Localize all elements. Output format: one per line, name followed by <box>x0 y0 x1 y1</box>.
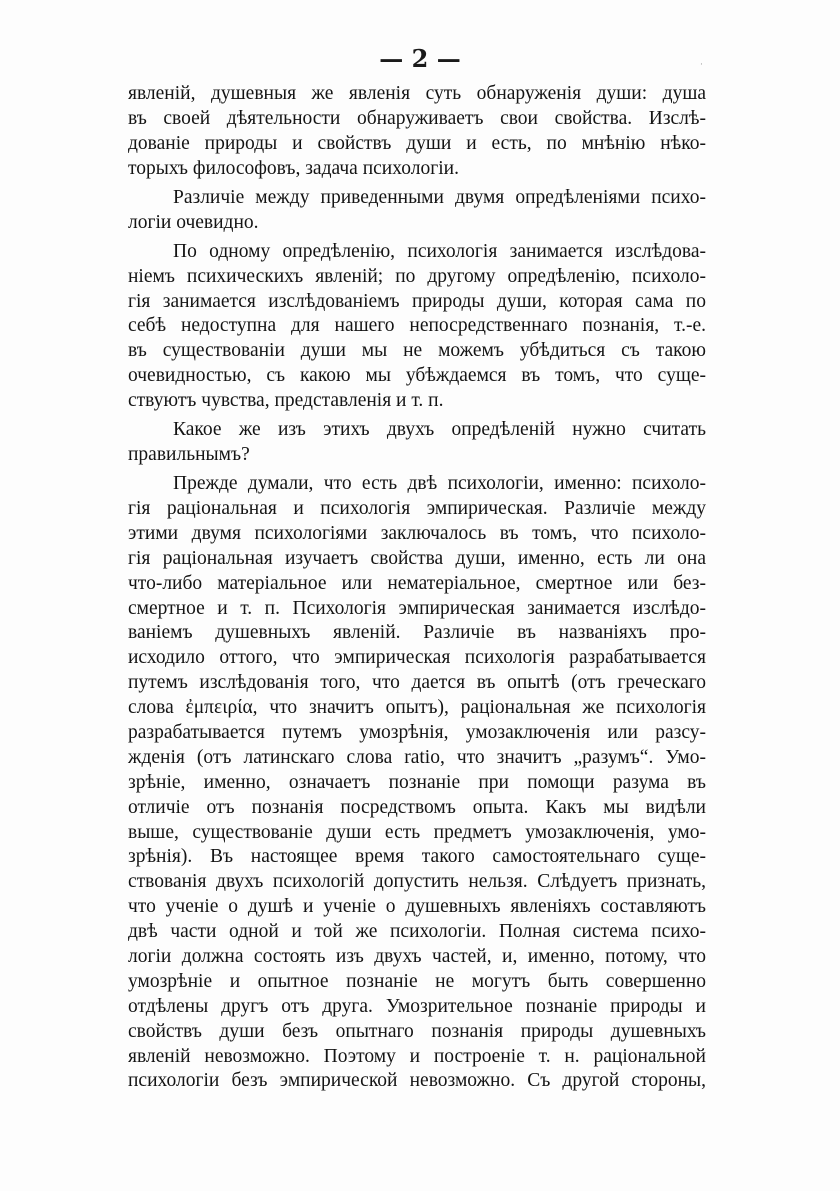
text-line: двѣ части одной и той же психологіи. Полная система психо- <box>128 921 706 943</box>
text-line: умозрѣніе и опытное познаніе не могутъ быть совершенно <box>128 970 706 992</box>
text-line: психологіи безъ эмпирической невозможно. Съ другой стороны, <box>128 1070 706 1092</box>
paragraph <box>128 240 706 414</box>
text-line: ствуютъ чувства, представленія и т. п. <box>128 390 444 412</box>
text-line: зрѣнія). Въ настоящее время такого самостоятельнаго суще- <box>128 846 706 868</box>
page-number: — 2 — <box>379 44 461 73</box>
text-line: ніемъ психическихъ явленій; по другому опредѣленію, психоло- <box>128 265 706 287</box>
text-line: исходило оттого, что эмпирическая психологія разрабатывается <box>128 647 706 669</box>
body-text <box>128 82 706 1094</box>
text-line: Различіе между приведенными двумя опредѣленіями психо- <box>173 186 706 208</box>
text-line: торыхъ философовъ, задача психологіи. <box>128 157 459 179</box>
text-line: Какое же изъ этихъ двухъ опредѣленій нужно считать <box>173 419 706 441</box>
text-line: выше, существованіе души есть предметъ умозаключенія, умо- <box>128 821 706 843</box>
text-line: что-либо матеріальное или нематеріальное, смертное или без- <box>128 572 706 594</box>
text-line: путемъ изслѣдованія того, что дается въ опытѣ (отъ греческаго <box>128 672 706 694</box>
text-line: жденія (отъ латинскаго слова ratio, что значитъ „разумъ“. Умо- <box>128 746 706 768</box>
text-line: логіи очевидно. <box>128 211 259 233</box>
text-line: гія раціональная и психологія эмпирическая. Различіе между <box>128 498 706 519</box>
text-line: гія раціональная изучаетъ свойства души, именно, есть ли она <box>128 547 706 569</box>
text-line: правильнымъ? <box>128 444 250 466</box>
text-line: явленій, душевныя же явленія суть обнаруженія души: душа <box>128 83 706 104</box>
text-line: въ существованіи души мы не можемъ убѣдиться съ такою <box>128 340 706 362</box>
text-line: ствованія двухъ психологій допустить нельзя. Слѣдуетъ признать, <box>128 871 706 893</box>
text-line: отличіе отъ познанія посредствомъ опыта. Какъ мы видѣли <box>128 796 706 818</box>
text-line: зрѣніе, именно, означаетъ познаніе при помощи разума въ <box>128 771 706 793</box>
text-line: По одному опредѣленію, психологія занимается изслѣдова- <box>173 240 706 262</box>
text-line: ваніемъ душевныхъ явленій. Различіе въ названіяхъ про- <box>128 622 706 644</box>
text-line: себѣ недоступна для нашего непосредственнаго познанія, т.-е. <box>128 315 706 337</box>
text-line: разрабатывается путемъ умозрѣнія, умозаключенія или разсу- <box>128 722 706 744</box>
text-line: Прежде думали, что есть двѣ психологіи, именно: психоло- <box>173 473 706 495</box>
text-line: отдѣлены другъ отъ друга. Умозрительное познаніе природы и <box>128 995 706 1017</box>
text-line: логіи должна состоять изъ двухъ частей, и, именно, потому, что <box>128 946 706 968</box>
paragraph <box>128 186 706 236</box>
paragraph <box>128 82 706 182</box>
text-line: явленій невозможно. Поэтому и построеніе т. н. раціональной <box>128 1045 706 1067</box>
stray-mark: · <box>700 60 703 70</box>
text-line: смертное и т. п. Психологія эмпирическая занимается изслѣдо- <box>128 597 706 619</box>
text-line: свойствъ души безъ опытнаго познанія природы душевныхъ <box>128 1020 706 1042</box>
text-line: очевидностью, съ какою мы убѣждаемся въ томъ, что суще- <box>128 365 706 387</box>
text-line: что ученіе о душѣ и ученіе о душевныхъ явленіяхъ составляютъ <box>128 896 706 918</box>
text-line: этими двумя психологіями заключалось въ томъ, что психоло- <box>128 522 706 544</box>
paragraph <box>128 418 706 468</box>
text-line: въ своей дѣятельности обнаруживаетъ свои свойства. Изслѣ- <box>128 107 706 129</box>
text-line: гія занимается изслѣдованіемъ природы души, которая сама по <box>128 290 706 312</box>
text-line: слова ἐμπειρία, что значитъ опытъ), раціональная же психологія <box>128 697 706 719</box>
paragraph <box>128 472 706 1094</box>
text-line: дованіе природы и свойствъ души и есть, по мнѣнію нѣко- <box>128 132 706 154</box>
